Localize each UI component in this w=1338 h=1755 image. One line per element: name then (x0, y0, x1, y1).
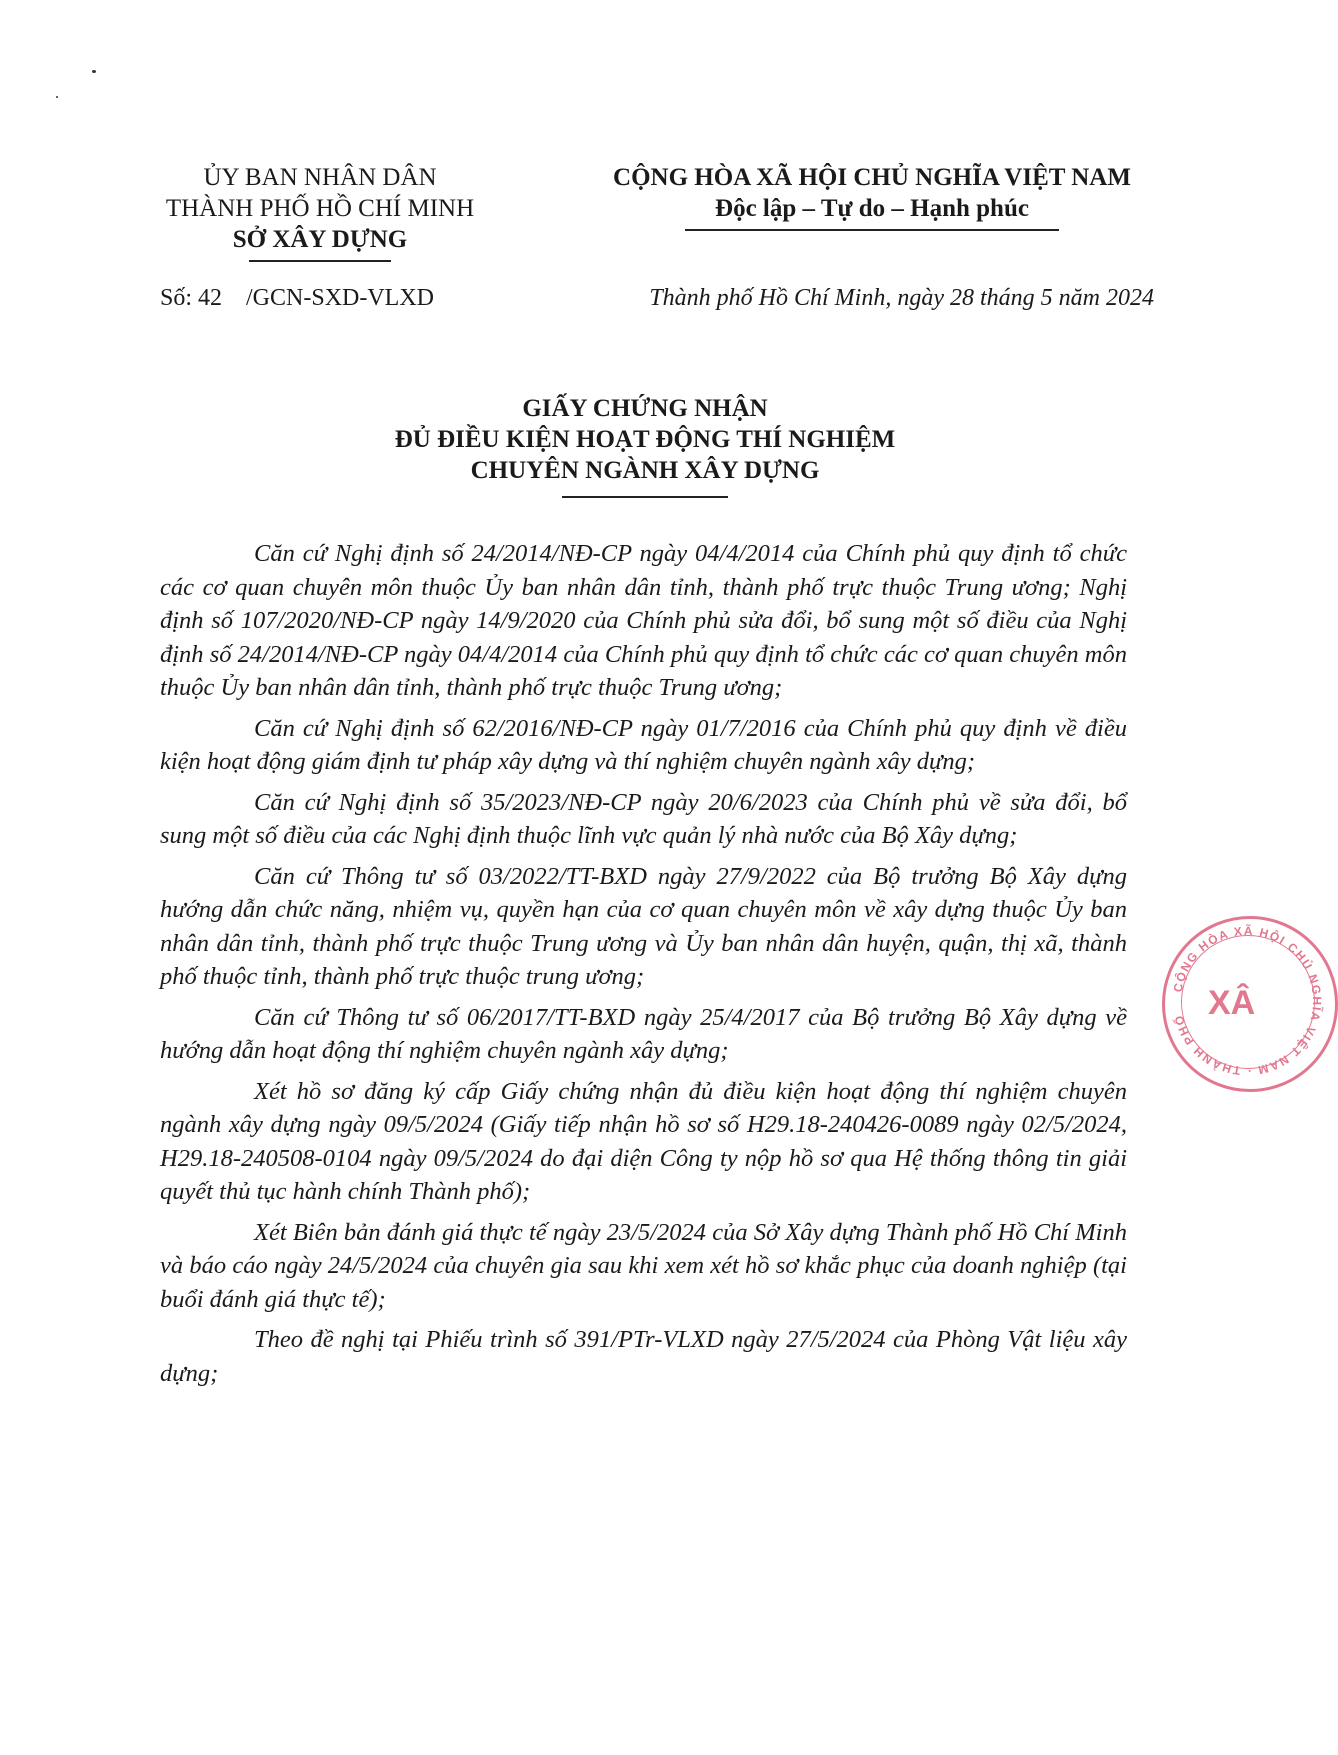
authority-line-2: THÀNH PHỐ HỒ CHÍ MINH (165, 195, 475, 222)
document-body (160, 537, 1127, 1397)
consideration-paragraph: Xét hồ sơ đăng ký cấp Giấy chứng nhận đủ điều kiện hoạt động thí nghiệm chuyên ngành xây dựng ngày 09/5/2024 (Giấy tiếp nhận hồ sơ số H29.18-240426-0089 ngày 02/5/2024, H29.18-240508-0104 ngày 09/5/2024 do đại diện Công ty nộp hồ sơ qua Hệ thống thông tin giải quyết thủ tục hành chính Thành phố); (160, 1077, 1127, 1205)
proposal-paragraph: Theo đề nghị tại Phiếu trình số 391/PTr-VLXD ngày 27/5/2024 của Phòng Vật liệu xây dựng; (160, 1326, 1127, 1387)
legal-basis-paragraph: Căn cứ Nghị định số 62/2016/NĐ-CP ngày 01/7/2016 của Chính phủ quy định về điều kiện hoạt động giám định tư pháp xây dựng và thí nghiệm chuyên ngành xây dựng; (160, 714, 1127, 775)
authority-underline (249, 260, 391, 262)
title-line-2: ĐỦ ĐIỀU KIỆN HOẠT ĐỘNG THÍ NGHIỆM (394, 426, 896, 453)
scan-speck (92, 70, 96, 73)
authority-line-3: SỞ XÂY DỰNG (232, 226, 408, 253)
legal-basis-paragraph: Căn cứ Nghị định số 24/2014/NĐ-CP ngày 04/4/2014 của Chính phủ quy định tổ chức các cơ quan chuyên môn thuộc Ủy ban nhân dân tỉnh, thành phố trực thuộc Trung ương; Nghị định số 107/2020/NĐ-CP ngày 14/9/2020 của Chính phủ sửa đổi, bổ sung một số điều của Nghị định số 24/2014/NĐ-CP ngày 04/4/2014 của Chính phủ quy định tổ chức các cơ quan chuyên môn thuộc Ủy ban nhân dân tỉnh, thành phố trực thuộc Trung ương; (160, 540, 1127, 701)
legal-basis-paragraph: Căn cứ Thông tư số 06/2017/TT-BXD ngày 25/4/2017 của Bộ trưởng Bộ Xây dựng về hướng dẫn hoạt động thí nghiệm chuyên ngành xây dựng; (160, 1003, 1127, 1064)
title-line-3: CHUYÊN NGÀNH XÂY DỰNG (470, 457, 820, 484)
national-title: CỘNG HÒA XÃ HỘI CHỦ NGHĨA VIỆT NAM (613, 164, 1131, 191)
motto-underline (685, 229, 1059, 231)
national-motto-header (574, 162, 1170, 231)
legal-basis-paragraph: Căn cứ Thông tư số 03/2022/TT-BXD ngày 27/9/2022 của Bộ trưởng Bộ Xây dựng hướng dẫn chức năng, nhiệm vụ, quyền hạn của cơ quan chuyên môn về xây dựng thuộc Ủy ban nhân dân tỉnh, thành phố trực thuộc Trung ương và Ủy ban nhân dân huyện, quận, thị xã, thành phố thuộc tỉnh, thành phố trực thuộc trung ương; (160, 862, 1127, 990)
issuing-authority-header (120, 162, 520, 262)
seal-lettering (1162, 916, 1332, 1086)
red-seal-stamp (1162, 916, 1338, 1092)
authority-line-1: ỦY BAN NHÂN DÂN (203, 164, 437, 191)
title-line-1: GIẤY CHỨNG NHẬN (522, 395, 768, 422)
document-number: Số: 42 /GCN-SXD-VLXD (160, 285, 435, 311)
national-motto: Độc lập – Tự do – Hạnh phúc (715, 195, 1029, 222)
title-underline (562, 496, 728, 498)
seal-ring-text: CỘNG HÒA XÃ HỘI CHỦ NGHĨA VIỆT NAM · THÀNH PHỐ (1170, 923, 1325, 1079)
legal-basis-paragraph: Căn cứ Nghị định số 35/2023/NĐ-CP ngày 20/6/2023 của Chính phủ về sửa đổi, bổ sung một số điều của các Nghị định thuộc lĩnh vực quản lý nhà nước của Bộ Xây dựng; (160, 788, 1127, 849)
seal-center-text: XÂ (1208, 984, 1256, 1022)
document-title (200, 393, 1090, 498)
scan-speck (56, 96, 58, 98)
consideration-paragraph: Xét Biên bản đánh giá thực tế ngày 23/5/2024 của Sở Xây dựng Thành phố Hồ Chí Minh và báo cáo ngày 24/5/2024 của chuyên gia sau khi xem xét hồ sơ khắc phục của doanh nghiệp (tại buổi đánh giá thực tế); (160, 1218, 1127, 1313)
document-date: Thành phố Hồ Chí Minh, ngày 28 tháng 5 năm 2024 (649, 285, 1154, 311)
